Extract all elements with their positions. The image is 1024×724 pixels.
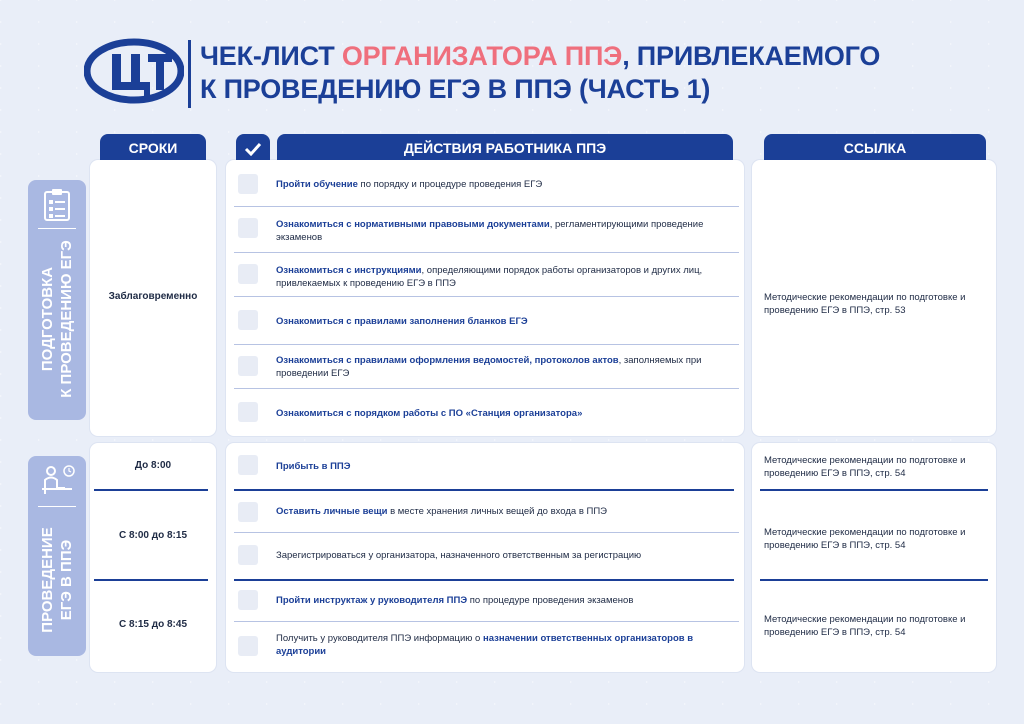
checkbox[interactable]: [238, 455, 258, 475]
divider: [234, 206, 739, 207]
checkbox[interactable]: [238, 545, 258, 565]
title-part: , ПРИВЛЕКАЕМОГО: [622, 41, 881, 71]
term-8-815: С 8:00 до 8:15: [118, 530, 188, 541]
checkbox[interactable]: [238, 310, 258, 330]
reference-link[interactable]: Методические рекомендации по подготовке и проведению ЕГЭ в ППЭ, стр. 54: [764, 614, 966, 638]
checkmark-icon: [236, 134, 270, 162]
divider: [760, 579, 988, 581]
divider: [234, 621, 739, 622]
title-accent: ОРГАНИЗАТОРА ППЭ: [341, 41, 623, 71]
column-terms-header: СРОКИ: [100, 134, 206, 162]
checkbox[interactable]: [238, 502, 258, 522]
action-item: Ознакомиться с нормативными правовыми документами, регламентирующими проведение экзаменов: [276, 219, 704, 243]
divider: [760, 489, 988, 491]
action-item: Ознакомиться с правилами заполнения бланков ЕГЭ: [276, 316, 528, 327]
divider: [234, 388, 739, 389]
section-label: ПРОВЕДЕНИЕ: [39, 527, 56, 633]
action-item: Ознакомиться с порядком работы с ПО «Станция организатора»: [276, 408, 583, 419]
divider: [234, 252, 739, 253]
ref-panel-conduct: [752, 443, 996, 672]
action-item: Оставить личные вещи в месте хранения личных вещей до входа в ППЭ: [276, 506, 607, 517]
divider: [234, 579, 734, 581]
action-item: Ознакомиться с инструкциями, определяющими порядок работы организаторов и других лиц, привлекаемых к проведению ЕГЭ в ППЭ: [276, 265, 703, 289]
student-at-desk-icon: [38, 464, 76, 500]
action-item: Пройти обучение по порядку и процедуре проведения ЕГЭ: [276, 179, 543, 190]
section-conduct: [28, 456, 86, 656]
action-item: Зарегистрироваться у организатора, назначенного ответственным за регистрацию: [276, 550, 642, 561]
divider: [234, 344, 739, 345]
header-divider: [188, 40, 191, 108]
ct-logo: [84, 38, 184, 104]
action-item: Получить у руководителя ППЭ информацию о назначении ответственных организаторов в аудитории: [276, 633, 694, 657]
section-label: ПОДГОТОВКА: [39, 267, 56, 372]
terms-panel-prep: [90, 160, 216, 436]
title-line2: К ПРОВЕДЕНИЮ ЕГЭ В ППЭ (ЧАСТЬ 1): [200, 74, 711, 104]
checkbox[interactable]: [238, 636, 258, 656]
divider: [94, 489, 208, 491]
reference-link[interactable]: Методические рекомендации по подготовке и проведению ЕГЭ в ППЭ, стр. 53: [764, 292, 966, 316]
action-item: Ознакомиться с правилами оформления ведомостей, протоколов актов, заполняемых при проведении ЕГЭ: [276, 355, 702, 379]
reference-link[interactable]: Методические рекомендации по подготовке и проведению ЕГЭ в ППЭ, стр. 54: [764, 455, 966, 479]
action-item: Прибыть в ППЭ: [276, 461, 351, 472]
reference-link[interactable]: Методические рекомендации по подготовке и проведению ЕГЭ в ППЭ, стр. 54: [764, 527, 966, 551]
term-815-845: С 8:15 до 8:45: [118, 619, 188, 630]
checkbox[interactable]: [238, 218, 258, 238]
term-early: Заблаговременно: [108, 291, 198, 302]
column-actions-header: ДЕЙСТВИЯ РАБОТНИКА ППЭ: [277, 134, 733, 162]
divider: [94, 579, 208, 581]
column-link-header: ССЫЛКА: [764, 134, 986, 162]
page-title: [200, 40, 880, 106]
divider: [234, 296, 739, 297]
action-item: Пройти инструктаж у руководителя ППЭ по процедуре проведения экзаменов: [276, 595, 634, 606]
checkbox[interactable]: [238, 402, 258, 422]
terms-panel-conduct: [90, 443, 216, 672]
divider: [234, 489, 734, 491]
section-label: ЕГЭ В ППЭ: [58, 539, 75, 621]
clipboard-checklist-icon: [42, 188, 72, 222]
section-label: К ПРОВЕДЕНИЮ ЕГЭ: [58, 240, 75, 398]
divider: [234, 532, 739, 533]
checkbox[interactable]: [238, 174, 258, 194]
actions-panel-conduct: [226, 443, 744, 672]
checkbox[interactable]: [238, 356, 258, 376]
checkbox[interactable]: [238, 590, 258, 610]
actions-panel-prep: [226, 160, 744, 436]
ref-panel-prep: [752, 160, 996, 436]
section-preparation: [28, 180, 86, 420]
checkbox[interactable]: [238, 264, 258, 284]
title-part: ЧЕК-ЛИСТ: [200, 41, 342, 71]
term-before-8: До 8:00: [134, 460, 172, 471]
